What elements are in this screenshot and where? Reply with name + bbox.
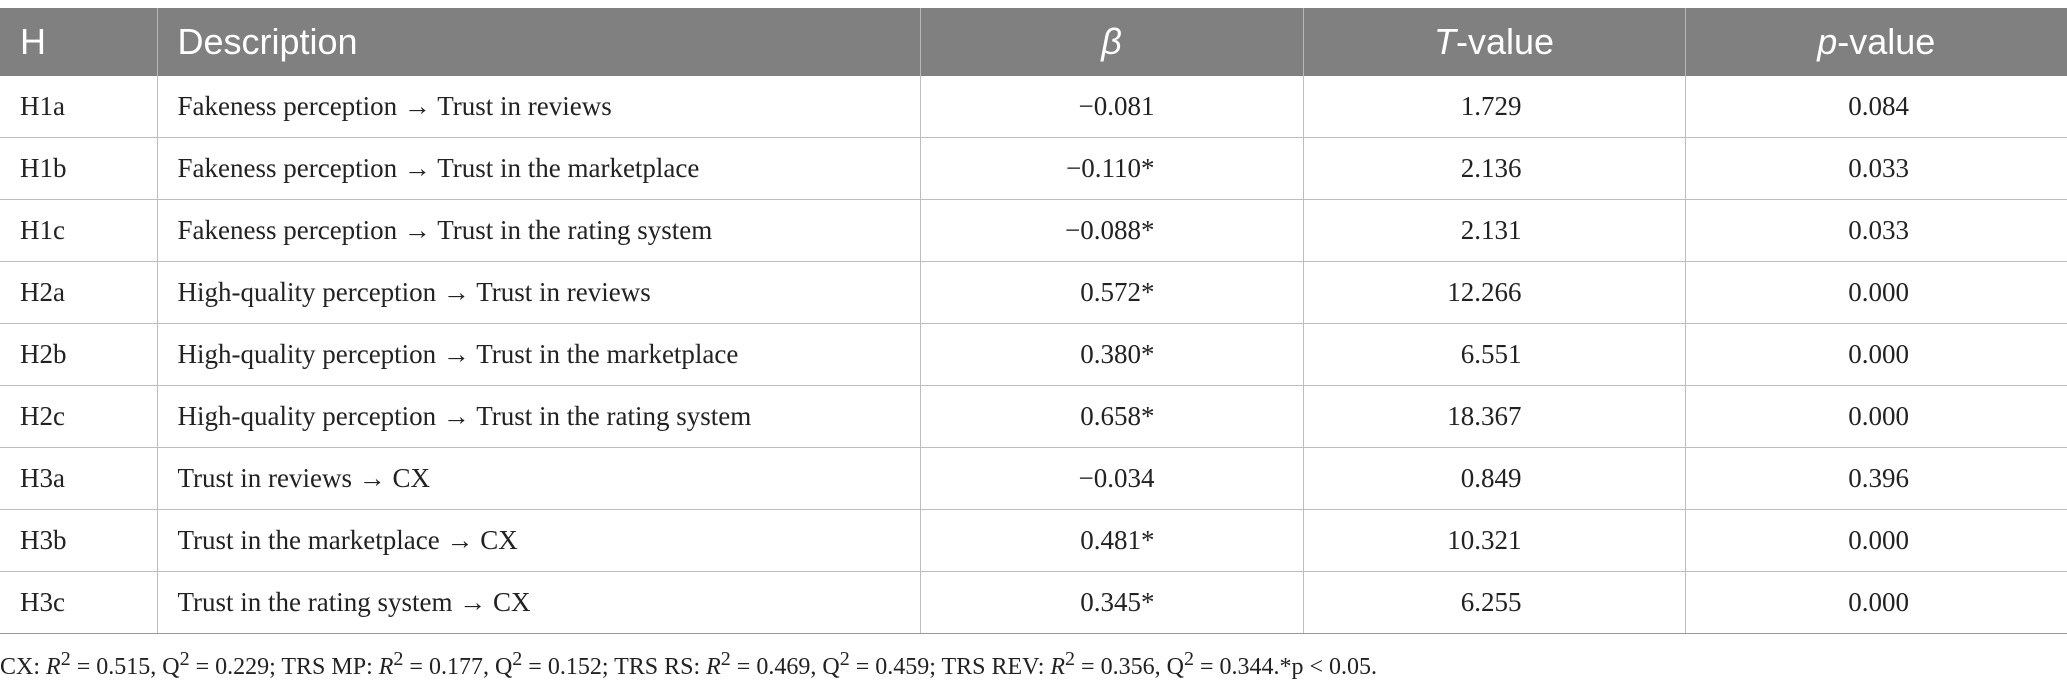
footnote-cx-q2: 0.229 bbox=[215, 654, 270, 680]
table-header bbox=[0, 8, 2067, 76]
footnote-rev-r2: 0.356 bbox=[1100, 654, 1155, 680]
cell-description: Fakeness perception → Trust in the marketplace bbox=[157, 138, 920, 200]
cell-p-value: 0.000 bbox=[1685, 386, 2067, 448]
cell-description: High-quality perception → Trust in reviews bbox=[157, 262, 920, 324]
cell-h: H2a bbox=[0, 262, 157, 324]
cell-description: Fakeness perception → Trust in reviews bbox=[157, 76, 920, 138]
table-row bbox=[0, 262, 2067, 324]
cell-h: H3b bbox=[0, 510, 157, 572]
cell-beta: −0.110* bbox=[920, 138, 1303, 200]
table-row bbox=[0, 572, 2067, 634]
cell-p-value: 0.396 bbox=[1685, 448, 2067, 510]
cell-h: H1b bbox=[0, 138, 157, 200]
header-row bbox=[0, 8, 2067, 76]
cell-p-value: 0.033 bbox=[1685, 200, 2067, 262]
header-h: H bbox=[0, 8, 157, 76]
cell-p-value: 0.000 bbox=[1685, 572, 2067, 634]
cell-h: H3c bbox=[0, 572, 157, 634]
header-p-italic: p bbox=[1817, 21, 1838, 62]
cell-h: H3a bbox=[0, 448, 157, 510]
cell-beta: 0.572* bbox=[920, 262, 1303, 324]
cell-description: Trust in the rating system → CX bbox=[157, 572, 920, 634]
footnote-rs-r2: 0.469 bbox=[756, 654, 811, 680]
header-beta bbox=[920, 8, 1303, 76]
cell-description: High-quality perception → Trust in the rating system bbox=[157, 386, 920, 448]
hypothesis-results-table bbox=[0, 8, 2067, 634]
cell-t-value: 18.367 bbox=[1303, 386, 1685, 448]
cell-t-value: 10.321 bbox=[1303, 510, 1685, 572]
table-row bbox=[0, 324, 2067, 386]
header-p-suffix: -value bbox=[1837, 21, 1936, 62]
footnote-cx-label: CX: bbox=[0, 654, 47, 680]
footnote-mp-q2: 0.152 bbox=[547, 654, 602, 680]
cell-p-value: 0.000 bbox=[1685, 262, 2067, 324]
cell-t-value: 6.551 bbox=[1303, 324, 1685, 386]
cell-p-value: 0.000 bbox=[1685, 324, 2067, 386]
footnote-cx-r2: 0.515 bbox=[96, 654, 151, 680]
header-beta-symbol: β bbox=[1101, 21, 1122, 62]
table-footnote: CX: $R^2 = 0.515$, $Q^2 = 0.229$; TRS MP: $R^2 = 0.177$, $Q^2 = 0.152$; TRS RS: $R^2 = 0.469$, $Q^2 = 0.459$; TRS REV: $R^2 = 0.356$, $Q^2 = 0.344.*p < 0.05$. bbox=[0, 648, 1378, 680]
footnote-mp-label: TRS MP: bbox=[281, 654, 379, 680]
cell-t-value: 2.131 bbox=[1303, 200, 1685, 262]
cell-t-value: 1.729 bbox=[1303, 76, 1685, 138]
cell-p-value: 0.033 bbox=[1685, 138, 2067, 200]
cell-h: H1c bbox=[0, 200, 157, 262]
header-t-italic: T bbox=[1433, 21, 1456, 62]
results-table-container bbox=[0, 8, 2067, 634]
cell-beta: 0.658* bbox=[920, 386, 1303, 448]
cell-beta: −0.081 bbox=[920, 76, 1303, 138]
table-row bbox=[0, 510, 2067, 572]
table-row bbox=[0, 138, 2067, 200]
footnote-rev-label: TRS REV: bbox=[941, 654, 1051, 680]
cell-beta: 0.481* bbox=[920, 510, 1303, 572]
cell-description: High-quality perception → Trust in the marketplace bbox=[157, 324, 920, 386]
table-row bbox=[0, 448, 2067, 510]
cell-h: H1a bbox=[0, 76, 157, 138]
footnote-rs-q2: 0.459 bbox=[875, 654, 930, 680]
cell-p-value: 0.000 bbox=[1685, 510, 2067, 572]
cell-t-value: 2.136 bbox=[1303, 138, 1685, 200]
table-body bbox=[0, 76, 2067, 634]
cell-beta: −0.088* bbox=[920, 200, 1303, 262]
cell-beta: 0.345* bbox=[920, 572, 1303, 634]
header-t-value bbox=[1303, 8, 1685, 76]
cell-beta: −0.034 bbox=[920, 448, 1303, 510]
footnote-rs-label: TRS RS: bbox=[614, 654, 707, 680]
cell-beta: 0.380* bbox=[920, 324, 1303, 386]
cell-p-value: 0.084 bbox=[1685, 76, 2067, 138]
table-row bbox=[0, 200, 2067, 262]
cell-description: Trust in reviews → CX bbox=[157, 448, 920, 510]
cell-t-value: 6.255 bbox=[1303, 572, 1685, 634]
cell-description: Trust in the marketplace → CX bbox=[157, 510, 920, 572]
cell-t-value: 12.266 bbox=[1303, 262, 1685, 324]
cell-h: H2c bbox=[0, 386, 157, 448]
cell-h: H2b bbox=[0, 324, 157, 386]
header-t-suffix: -value bbox=[1455, 21, 1555, 62]
table-row bbox=[0, 76, 2067, 138]
header-p-value bbox=[1685, 8, 2067, 76]
footnote-significance: .*p < 0.05. bbox=[1273, 654, 1378, 680]
cell-description: Fakeness perception → Trust in the rating system bbox=[157, 200, 920, 262]
footnote-rev-q2: 0.344 bbox=[1219, 654, 1274, 680]
table-row bbox=[0, 386, 2067, 448]
cell-t-value: 0.849 bbox=[1303, 448, 1685, 510]
footnote-mp-r2: 0.177 bbox=[428, 654, 483, 680]
header-description: Description bbox=[157, 8, 920, 76]
